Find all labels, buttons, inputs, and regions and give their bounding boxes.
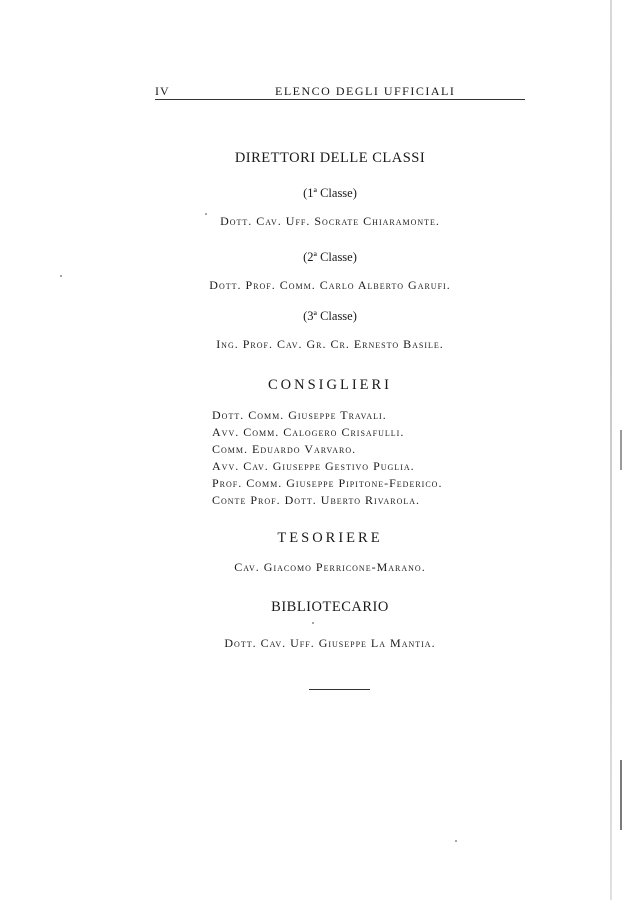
list-item: Prof. Comm. Giuseppe Pipitone-Federico. [212,476,443,490]
treasurer-title: TESORIERE [277,530,383,546]
scan-speck [60,275,62,277]
page-edge-mark [620,760,622,830]
librarian-title: BIBLIOTECARIO [271,599,389,615]
class-label-2: (2ª Classe) [303,250,357,264]
librarian-name: Dott. Cav. Uff. Giuseppe La Mantia. [224,636,436,650]
class-director-2: Dott. Prof. Comm. Carlo Alberto Garufi. [209,278,451,292]
scan-speck [312,622,314,624]
scan-speck [455,840,457,842]
end-rule [309,689,370,690]
councillors-list [212,407,492,509]
page-edge [610,0,612,900]
page-number: IV [155,84,170,98]
list-item: Avv. Cav. Giuseppe Gestivo Puglia. [212,459,415,473]
class-director-1: Dott. Cav. Uff. Socrate Chiaramonte. [220,214,440,228]
scan-speck [205,213,207,215]
councillors-title: CONSIGLIERI [267,377,393,393]
list-item: Conte Prof. Dott. Uberto Rivarola. [212,493,421,507]
list-item: Dott. Comm. Giuseppe Travali. [212,408,387,422]
page-header [155,84,525,100]
header-rule [155,99,525,100]
class-director-3: Ing. Prof. Cav. Gr. Cr. Ernesto Basile. [216,337,444,351]
page-edge-mark [620,430,622,470]
treasurer-name: Cav. Giacomo Perricone-Marano. [234,560,426,574]
list-item: Comm. Eduardo Varvaro. [212,442,357,456]
class-label-1: (1ª Classe) [303,186,357,200]
directors-title: DIRETTORI DELLE CLASSI [234,150,426,166]
class-label-3: (3ª Classe) [303,309,357,323]
running-title: ELENCO DEGLI UFFICIALI [275,84,456,98]
list-item: Avv. Comm. Calogero Crisafulli. [212,425,405,439]
